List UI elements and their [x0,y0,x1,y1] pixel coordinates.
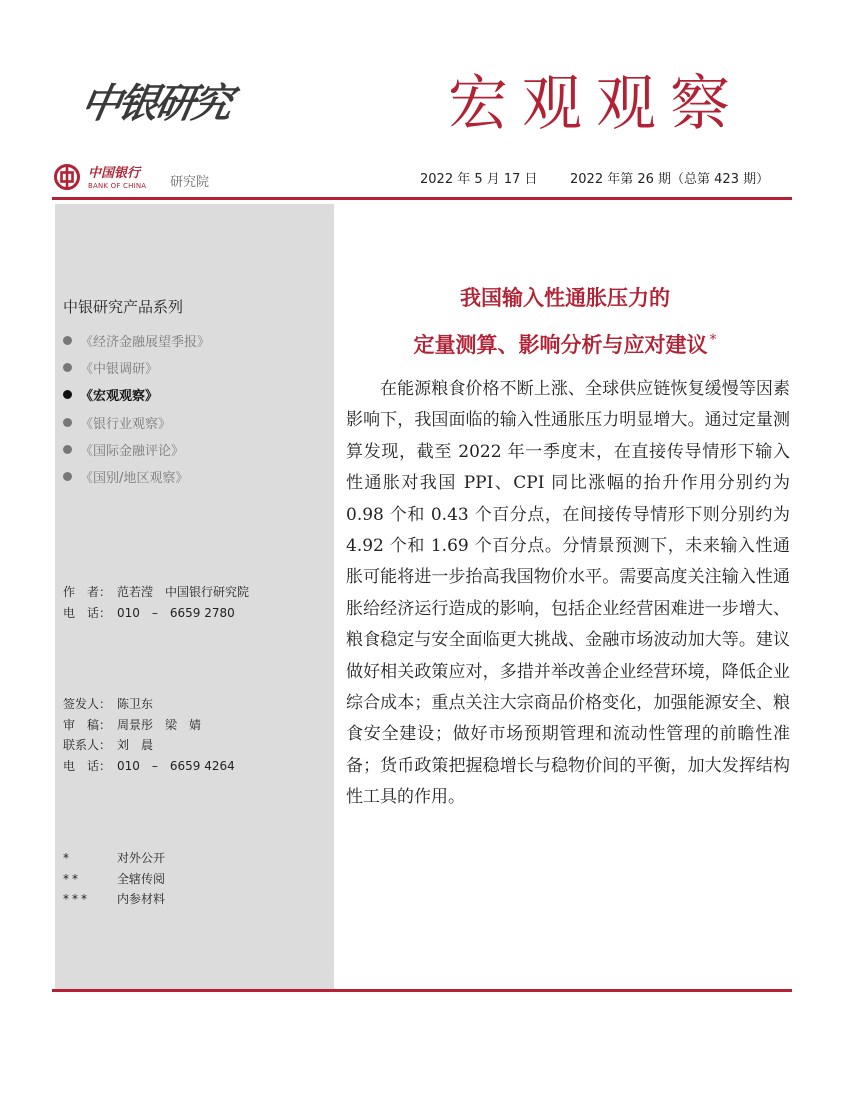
product-series-list [63,327,210,490]
bank-name-en: BANK OF CHINA [88,182,147,190]
series-item-label: 《国别/地区观察》 [80,471,189,487]
bullet-icon [63,418,72,427]
series-item [63,436,210,463]
author-block [63,582,249,623]
phone-label: 电 话： [63,758,112,773]
classification-row [63,869,165,890]
footer-divider [52,989,792,992]
reviewer-value: 周景彤 梁 婧 [117,717,202,732]
phone-value: 010 – 6659 2780 [117,605,235,620]
author-phone-row [63,603,249,624]
bullet-icon [63,472,72,481]
contact-row [63,735,235,756]
article-title-line-1: 我国输入性通胀压力的 [460,286,670,310]
issue-number: 2022 年第 26 期（总第 423 期） [570,172,770,187]
classification-stars: *** [63,892,90,906]
contact-value: 刘 晨 [117,738,154,752]
series-item [63,327,210,354]
bank-of-china-logo-icon [54,164,80,190]
classification-legend [63,848,165,910]
editorial-block [63,694,235,776]
header-divider [52,197,792,200]
department-label: 研究院 [170,175,210,190]
series-item [63,354,210,381]
series-item-label: 《银行业观察》 [80,416,172,432]
classification-stars: * [63,851,72,865]
reviewer-label: 审 稿： [63,717,112,732]
classification-label: 全辖传阅 [117,871,166,886]
phone-value: 010 – 6659 4264 [117,758,235,773]
author-row [63,582,249,603]
series-item-label: 《经济金融展望季报》 [80,335,211,351]
series-item-label: 《宏观观察》 [80,389,159,405]
footnote-marker: * [709,332,717,348]
classification-label: 对外公开 [117,851,166,865]
author-label: 作 者： [63,585,112,599]
series-item-label: 《国际金融评论》 [80,443,185,459]
reviewer-row [63,715,235,736]
series-item [63,463,210,490]
bullet-icon [63,336,72,345]
product-series-heading: 中银研究产品系列 [63,298,184,316]
classification-stars: ** [63,871,81,886]
series-item [63,409,210,436]
sidebar [55,204,334,989]
classification-row [63,889,165,910]
bullet-icon [63,363,72,372]
series-item-current [63,381,210,408]
contact-label: 联系人： [63,738,112,752]
publication-date: 2022 年 5 月 17 日 [420,172,538,187]
contact-phone-row [63,756,235,777]
bullet-icon [63,390,72,399]
article-title-line-2 [344,329,786,359]
issuer-value: 陈卫东 [117,697,154,711]
series-title: 宏观观察 [448,69,744,139]
author-value: 范若滢 中国银行研究院 [117,585,250,599]
classification-row [63,848,165,869]
article-title-text: 定量测算、影响分析与应对建议 [413,333,708,357]
issuer-row [63,694,235,715]
classification-label: 内参材料 [117,892,166,906]
issuer-label: 签发人： [63,697,112,711]
bank-name-cn: 中国银行 [88,166,141,181]
bullet-icon [63,445,72,454]
series-item-label: 《中银调研》 [80,362,159,378]
phone-label: 电 话： [63,605,112,620]
boc-research-logo: 中银研究 [77,80,234,127]
article-abstract: 在能源粮食价格不断上涨、全球供应链恢复缓慢等因素影响下，我国面临的输入性通胀压力明显增大。通过定量测算发现，截至 2022 年一季度末，在直接传导情形下输入性通胀对我国 PPI、CPI 同比涨幅的抬升作用分别约为 0.98 个和 0.43 个百分点，在间接传导情形下则分别约为 4.92 个和 1.69 个百分点。分情景预测下，未来输入性通胀可能将进一步抬高我国物价水平。需要高度关注输入性通胀给经济运行造成的影响，包括企业经营困难进一步增大、粮食稳定与安全面临更大挑战、金融市场波动加大等。建议做好相关政策应对，多措并举改善企业经营环境，降低企业综合成本；重点关注大宗商品价格变化，加强能源安全、粮食安全建设；做好市场预期管理和流动性管理的前瞻性准备；货币政策把握稳增长与稳物价间的平衡，加大发挥结构性工具的作用。 [346,379,790,808]
